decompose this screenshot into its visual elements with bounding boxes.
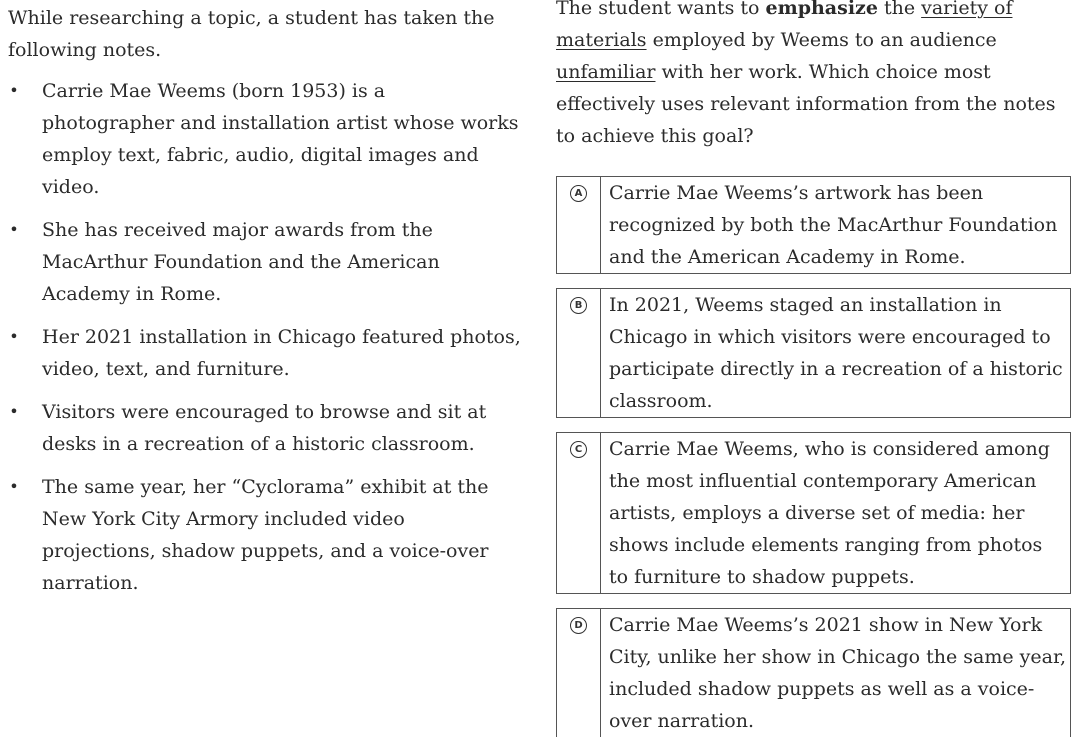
bullet-icon: • [9, 220, 19, 239]
note-item [8, 471, 522, 599]
bullet-icon: • [9, 402, 19, 421]
option-letter-cell [557, 289, 601, 417]
question-underline: variety of materials [556, 0, 1013, 51]
bullet-icon: • [9, 477, 19, 496]
intro-text: While researching a topic, a student has taken the following notes. [8, 7, 495, 61]
option-letter-cell [557, 177, 601, 273]
note-text: The same year, her “Cyclorama” exhibit at the New York City Armory included video projections, shadow puppets, and a voice-over narration. [42, 476, 489, 594]
question-part: the [877, 0, 922, 19]
question-column [556, 2, 1074, 751]
question-part: The student wants to [556, 0, 766, 19]
question-part: employed by Weems to an audience [646, 29, 997, 51]
answer-option-d[interactable] [556, 608, 1071, 737]
answer-option-a[interactable] [556, 176, 1071, 274]
note-item [8, 214, 522, 310]
answer-option-c[interactable] [556, 432, 1071, 594]
note-text: Carrie Mae Weems (born 1953) is a photographer and installation artist whose works employ text, fabric, audio, digital images and video. [42, 80, 519, 198]
question-emphasis: emphasize [765, 0, 878, 19]
note-text: Her 2021 installation in Chicago featured photos, video, text, and furniture. [42, 326, 521, 380]
note-text: She has received major awards from the MacArthur Foundation and the American Academy in Rome. [42, 219, 440, 305]
circle-letter-d-icon: D [570, 617, 587, 634]
question-text [556, 0, 1056, 152]
circle-letter-a-icon: A [570, 185, 587, 202]
question-part: with her work. Which choice most effectively uses relevant information from the notes to achieve this goal? [556, 61, 1056, 147]
option-text: Carrie Mae Weems’s artwork has been recognized by both the MacArthur Foundation and the American Academy in Rome. [609, 182, 1058, 268]
question-underline: unfamiliar [556, 61, 656, 83]
circle-letter-c-icon: C [570, 441, 587, 458]
notes-column [8, 2, 528, 610]
option-text: Carrie Mae Weems, who is considered among the most influential contemporary American artists, employs a diverse set of media: her shows include elements ranging from photos to furniture to shadow puppets. [609, 438, 1050, 588]
answer-options [556, 176, 1074, 737]
note-item [8, 321, 522, 385]
bullet-icon: • [9, 327, 19, 346]
note-text: Visitors were encouraged to browse and sit at desks in a recreation of a historic classroom. [42, 401, 487, 455]
option-text: In 2021, Weems staged an installation in Chicago in which visitors were encouraged to participate directly in a recreation of a historic classroom. [609, 294, 1063, 412]
answer-option-b[interactable] [556, 288, 1071, 418]
option-letter-cell [557, 433, 601, 593]
note-item [8, 396, 522, 460]
note-item [8, 75, 522, 203]
option-text: Carrie Mae Weems’s 2021 show in New York City, unlike her show in Chicago the same year, included shadow puppets as well as a voice-over narration. [609, 614, 1066, 732]
bullet-icon: • [9, 81, 19, 100]
notes-list [8, 75, 528, 599]
circle-letter-b-icon: B [570, 297, 587, 314]
option-letter-cell [557, 609, 601, 737]
